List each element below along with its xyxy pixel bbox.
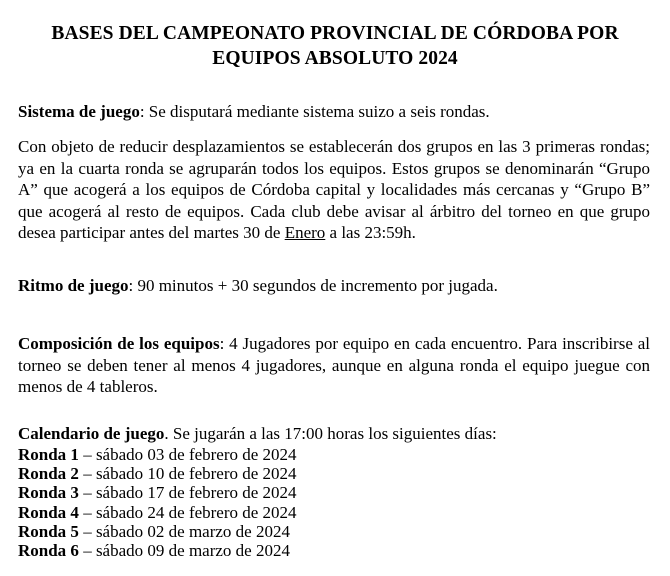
grupos-text-part1: Con objeto de reducir desplazamientos se establecerán dos grupos en las 3 primeras rondas; ya en la cuarta ronda se agruparán todos los equipos. Estos grupos se denominarán “Grupo A” que acogerá a los equipos de Córdoba capital y localidades más cercanas y “Grupo B” que acogerá al resto de equipos. Cada club debe avisar al árbitro del torneo en que grupo desea participar antes del martes 30 de xyxy=(18,137,650,242)
composicion-heading: Composición de los equipos xyxy=(18,334,220,353)
calendario-body: . Se jugarán a las 17:00 horas los siguientes días: xyxy=(164,424,497,443)
sistema-body: : Se disputará mediante sistema suizo a seis rondas. xyxy=(139,102,490,121)
round-item xyxy=(18,464,650,483)
rounds-list xyxy=(18,445,650,560)
grupos-underlined-month: Enero xyxy=(284,223,326,242)
round-label: Ronda 2 xyxy=(18,464,79,484)
composicion-body: : 4 Jugadores por equipo en cada encuentro. Para inscribirse al torneo se deben tener al menos 4 jugadores, aunque en alguna ronda el equipo juegue con menos de 4 tableros. xyxy=(18,334,650,396)
page-title xyxy=(18,21,652,71)
round-label: Ronda 4 xyxy=(18,502,79,522)
title-line-1: BASES DEL CAMPEONATO PROVINCIAL DE CÓRDOBA POR xyxy=(51,23,619,45)
section-calendario-de-juego xyxy=(18,423,650,445)
round-item xyxy=(18,503,650,522)
round-label: Ronda 6 xyxy=(18,541,79,561)
round-date: – sábado 09 de marzo de 2024 xyxy=(78,541,290,561)
round-date: – sábado 10 de febrero de 2024 xyxy=(78,464,297,484)
round-item xyxy=(18,522,650,541)
section-ritmo-de-juego xyxy=(18,275,650,297)
section-composicion-de-los-equipos xyxy=(18,333,650,398)
round-label: Ronda 5 xyxy=(18,521,79,541)
round-item xyxy=(18,483,650,502)
round-date: – sábado 03 de febrero de 2024 xyxy=(78,445,297,464)
calendario-heading: Calendario de juego xyxy=(18,424,165,443)
round-item xyxy=(18,445,650,464)
round-label: Ronda 1 xyxy=(18,445,79,464)
section-grupos xyxy=(18,136,650,244)
ritmo-body: : 90 minutos + 30 segundos de incremento por jugada. xyxy=(128,276,498,295)
round-item xyxy=(18,541,650,560)
grupos-text-part2: a las 23:59h. xyxy=(325,223,416,242)
round-date: – sábado 24 de febrero de 2024 xyxy=(78,502,297,522)
section-sistema-de-juego xyxy=(18,101,650,123)
sistema-heading: Sistema de juego xyxy=(18,102,140,121)
round-label: Ronda 3 xyxy=(18,483,79,503)
round-date: – sábado 02 de marzo de 2024 xyxy=(78,521,290,541)
title-line-2: EQUIPOS ABSOLUTO 2024 xyxy=(212,48,458,70)
ritmo-heading: Ritmo de juego xyxy=(18,276,129,295)
round-date: – sábado 17 de febrero de 2024 xyxy=(78,483,297,503)
